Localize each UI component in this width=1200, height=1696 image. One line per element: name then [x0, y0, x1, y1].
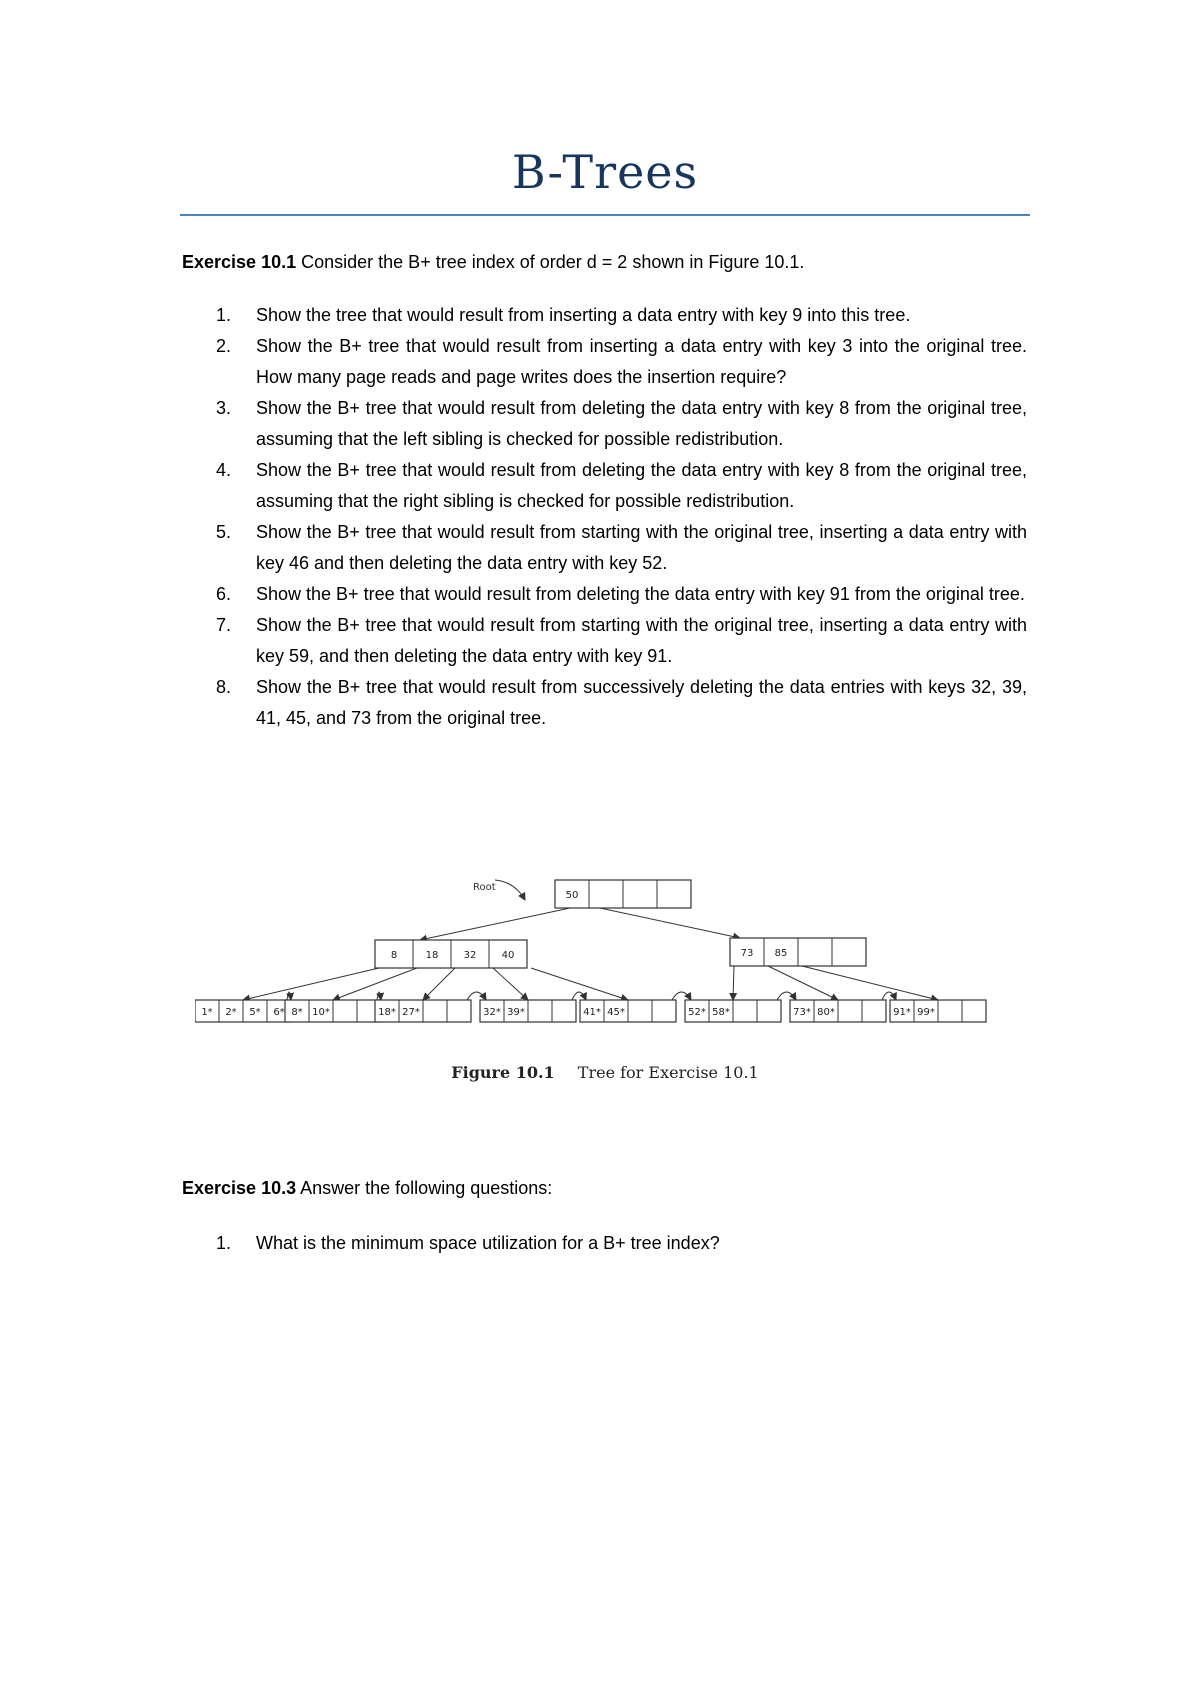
question-number: 3.	[216, 398, 232, 418]
question-item	[182, 300, 1027, 331]
question-item	[182, 393, 1027, 455]
question-number: 5.	[216, 522, 232, 542]
edge-internal-leaf	[768, 966, 838, 1000]
question-number: 4.	[216, 460, 232, 480]
leaf-node	[790, 1000, 886, 1022]
exercise-10-3-heading	[182, 1178, 552, 1199]
node-key: 18	[425, 950, 439, 961]
question-item	[182, 672, 1027, 734]
caption-label: Figure 10.1	[451, 1063, 555, 1082]
caption-text: Tree for Exercise 10.1	[577, 1063, 759, 1082]
question-number: 8.	[216, 677, 232, 697]
page-title: B-Trees	[511, 145, 699, 199]
exercise-intro: Answer the following questions:	[300, 1178, 553, 1198]
leaf-node	[285, 1000, 381, 1022]
node-key: 8	[390, 950, 398, 961]
node-key: 73*	[793, 1007, 811, 1018]
leaf-node	[195, 1000, 291, 1022]
root-label: Root	[473, 882, 496, 893]
question-item	[182, 517, 1027, 579]
edge-internal-leaf	[733, 966, 734, 1000]
node-key: 5*	[249, 1007, 261, 1018]
node-key: 18*	[378, 1007, 396, 1018]
figure-caption	[180, 1063, 1030, 1082]
question-text: Show the B+ tree that would result from deleting the data entry with key 8 from the original tree, assuming that the right sibling is checked for possible redistribution.	[256, 460, 1027, 511]
question-text: Show the B+ tree that would result from deleting the data entry with key 91 from the original tree.	[256, 584, 1025, 604]
edge-internal-leaf	[493, 968, 528, 1000]
node-key: 1*	[201, 1007, 213, 1018]
leaf-node	[890, 1000, 986, 1022]
exercise-label: Exercise 10.3	[182, 1178, 297, 1198]
node-key: 58*	[712, 1007, 730, 1018]
question-item	[182, 610, 1027, 672]
node-key: 6*	[273, 1007, 285, 1018]
node-key: 80*	[817, 1007, 835, 1018]
sibling-link	[777, 992, 796, 1000]
edge-internal-leaf	[531, 968, 628, 1000]
node-key: 8*	[291, 1007, 303, 1018]
question-item	[182, 1228, 1027, 1259]
question-text: Show the B+ tree that would result from starting with the original tree, inserting a data entry with key 59, and then deleting the data entry with key 91.	[256, 615, 1027, 666]
question-text: Show the B+ tree that would result from inserting a data entry with key 3 into the original tree. How many page reads and page writes does the insertion require?	[256, 336, 1027, 387]
sibling-link	[377, 992, 381, 1000]
node-key: 32	[463, 950, 477, 961]
internal-node-right	[730, 938, 866, 966]
node-key: 50	[565, 890, 579, 901]
node-key: 41*	[583, 1007, 601, 1018]
question-item	[182, 579, 1027, 610]
exercise-10-3-questions	[182, 1228, 1027, 1259]
sibling-link	[672, 992, 691, 1000]
question-text: What is the minimum space utilization for a B+ tree index?	[256, 1233, 720, 1253]
exercise-10-1-heading	[182, 252, 804, 273]
node-key: 91*	[893, 1007, 911, 1018]
internal-node-left	[375, 940, 527, 968]
question-number: 2.	[216, 336, 232, 356]
leaf-node	[580, 1000, 676, 1022]
node-key: 2*	[225, 1007, 237, 1018]
question-text: Show the B+ tree that would result from successively deleting the data entries with keys 32, 39, 41, 45, and 73 from the original tree.	[256, 677, 1027, 728]
node-key: 32*	[483, 1007, 501, 1018]
title-underline	[180, 214, 1030, 216]
node-key: 27*	[402, 1007, 420, 1018]
node-key: 40	[501, 950, 515, 961]
node-key: 73	[740, 948, 754, 959]
node-key: 39*	[507, 1007, 525, 1018]
leaf-node	[480, 1000, 576, 1022]
question-text: Show the tree that would result from inserting a data entry with key 9 into this tree.	[256, 305, 911, 325]
root-node	[555, 880, 691, 908]
leaf-node	[685, 1000, 781, 1022]
edge-internal-leaf	[802, 966, 938, 1000]
exercise-label: Exercise 10.1	[182, 252, 297, 272]
question-number: 1.	[216, 1233, 232, 1253]
sibling-link	[287, 992, 291, 1000]
sibling-link	[467, 992, 486, 1000]
edge-root-left	[420, 908, 570, 940]
node-key: 45*	[607, 1007, 625, 1018]
question-item	[182, 331, 1027, 393]
question-text: Show the B+ tree that would result from deleting the data entry with key 8 from the original tree, assuming that the left sibling is checked for possible redistribution.	[256, 398, 1027, 449]
sibling-link	[882, 992, 896, 1000]
node-key: 99*	[917, 1007, 935, 1018]
edge-internal-leaf	[243, 968, 379, 1000]
edge-root-right	[600, 908, 740, 938]
root-pointer-arrow	[495, 880, 525, 900]
node-key: 85	[774, 948, 788, 959]
edge-internal-leaf	[423, 968, 455, 1000]
edge-internal-leaf	[333, 968, 417, 1000]
leaf-node	[375, 1000, 471, 1022]
sibling-link	[572, 992, 586, 1000]
node-key: 10*	[312, 1007, 330, 1018]
question-number: 1.	[216, 305, 232, 325]
node-key: 52*	[688, 1007, 706, 1018]
question-item	[182, 455, 1027, 517]
exercise-intro: Consider the B+ tree index of order d = 2 shown in Figure 10.1.	[301, 252, 805, 272]
question-number: 6.	[216, 584, 232, 604]
bplus-tree-figure	[195, 860, 1015, 1030]
question-text: Show the B+ tree that would result from starting with the original tree, inserting a data entry with key 46 and then deleting the data entry with key 52.	[256, 522, 1027, 573]
question-number: 7.	[216, 615, 232, 635]
exercise-10-1-questions	[182, 300, 1027, 734]
